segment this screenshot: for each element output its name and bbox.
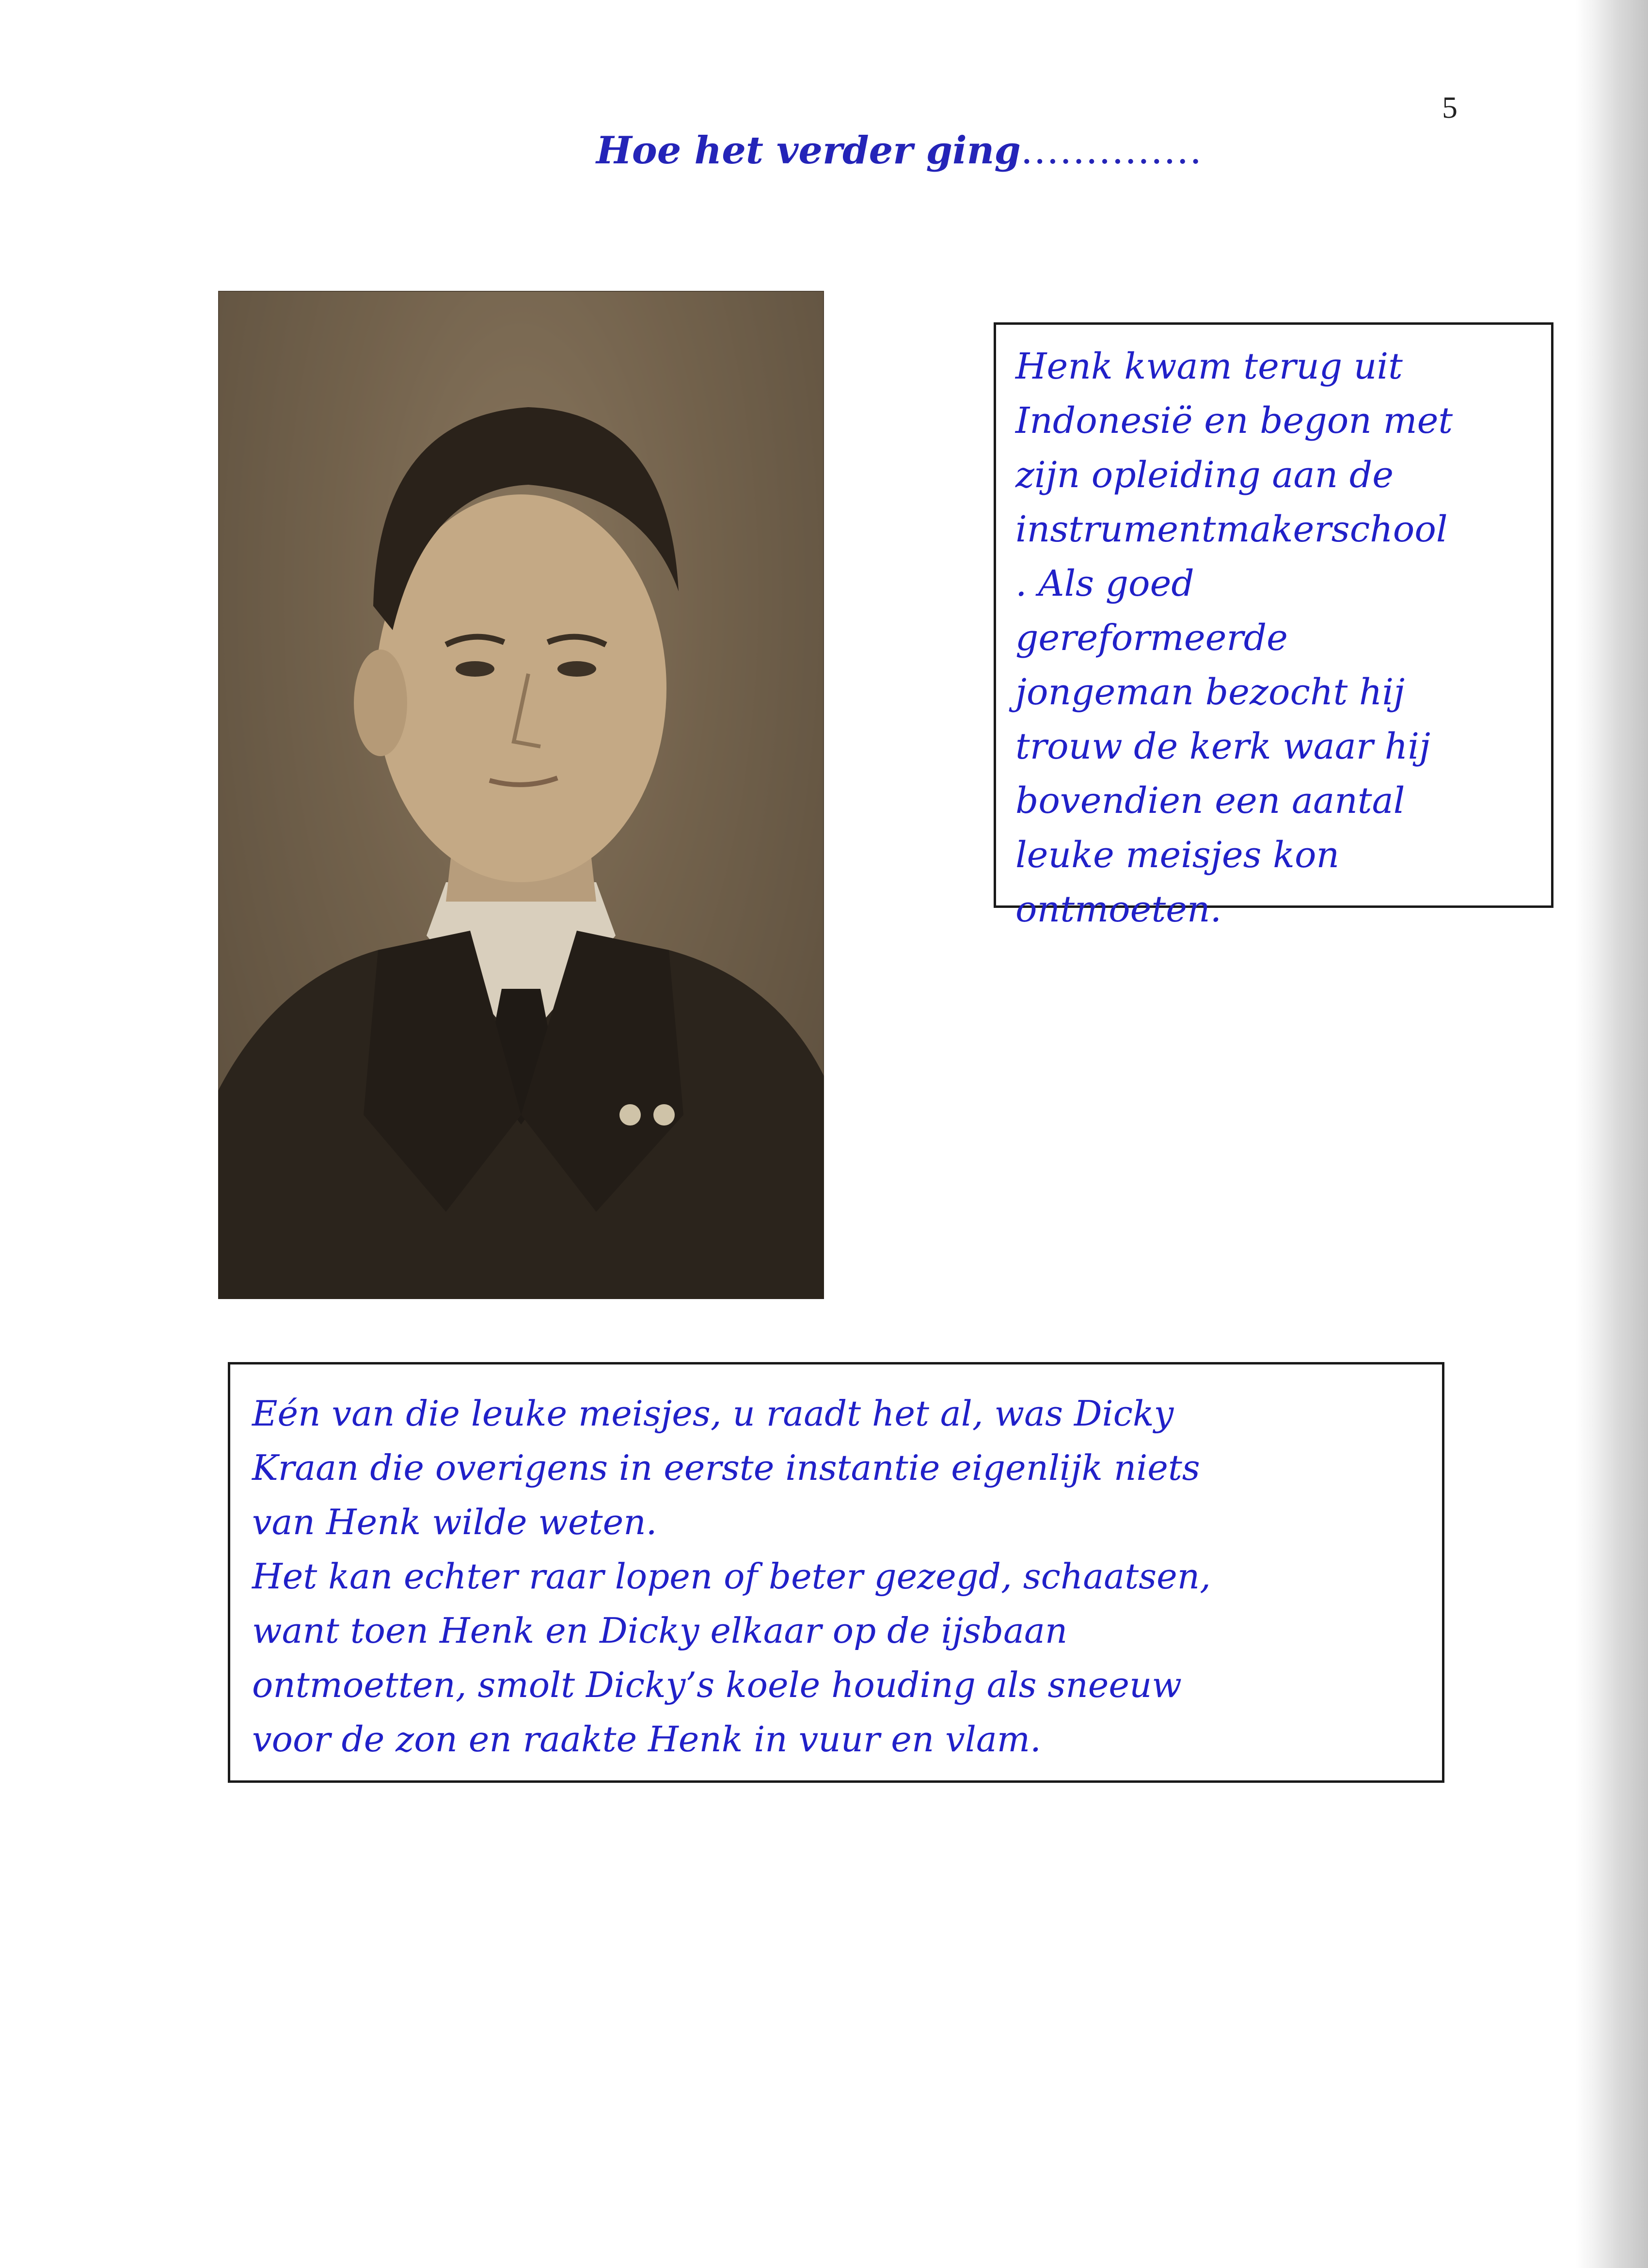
- page-title-dots: ..............: [1020, 129, 1203, 173]
- intro-line: . Als goed: [1015, 563, 1194, 604]
- page-number: 5: [1442, 90, 1458, 125]
- story-line: ontmoetten, smolt Dicky’s koele houding als sneeuw: [252, 1665, 1182, 1705]
- intro-text-box: [994, 322, 1553, 930]
- intro-text: [1015, 339, 1532, 936]
- page-title: [596, 128, 1203, 173]
- page-edge-shadow: [1575, 0, 1648, 2268]
- story-line: Kraan die overigens in eerste instantie eigenlijk niets: [252, 1447, 1200, 1488]
- story-line: Eén van die leuke meisjes, u raadt het al, was Dicky: [252, 1393, 1174, 1434]
- story-line: want toen Henk en Dicky elkaar op de ijsbaan: [252, 1610, 1068, 1651]
- intro-line: leuke meisjes kon: [1015, 834, 1340, 876]
- intro-line: ontmoeten.: [1015, 888, 1222, 930]
- story-text: [252, 1386, 1420, 1766]
- intro-line: instrumentmakerschool: [1015, 508, 1448, 550]
- story-line: van Henk wilde weten.: [252, 1502, 657, 1542]
- page-title-text: Hoe het verder ging: [596, 128, 1021, 173]
- intro-line: jongeman bezocht hij: [1015, 671, 1405, 713]
- intro-line: gereformeerde: [1015, 617, 1288, 659]
- portrait-photo: [218, 291, 824, 1299]
- story-text-box: [228, 1362, 1444, 1783]
- story-line: Het kan echter raar lopen of beter gezegd, schaatsen,: [252, 1556, 1211, 1597]
- portrait-illustration: [218, 291, 824, 1299]
- story-line: voor de zon en raakte Henk in vuur en vlam.: [252, 1719, 1041, 1760]
- intro-line: bovendien een aantal: [1015, 780, 1405, 822]
- intro-line: zijn opleiding aan de: [1015, 454, 1394, 496]
- intro-line: Henk kwam terug uit: [1015, 346, 1403, 387]
- intro-line: Indonesië en begon met: [1015, 400, 1453, 442]
- intro-line: trouw de kerk waar hij: [1015, 726, 1430, 767]
